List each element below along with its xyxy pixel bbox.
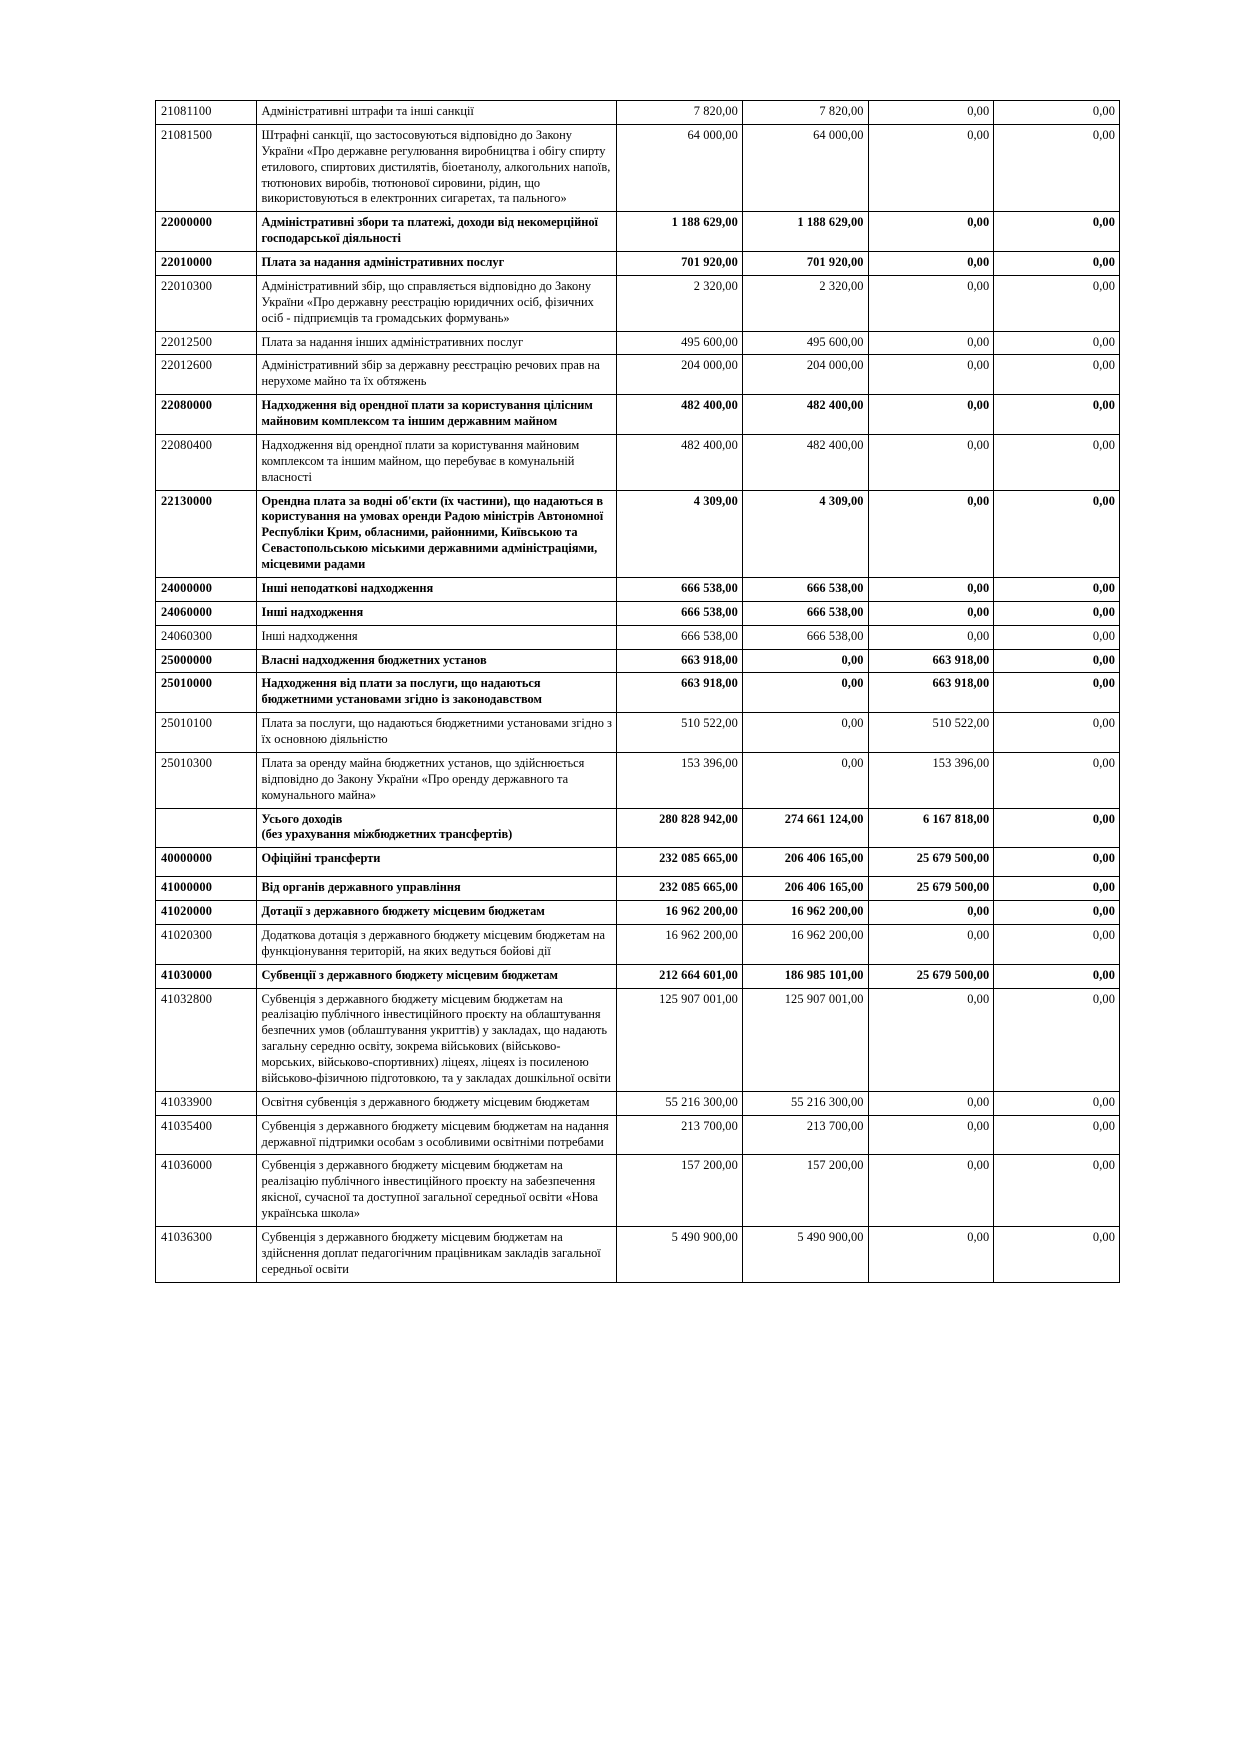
cell-total: 495 600,00 <box>617 331 743 355</box>
cell-total: 280 828 942,00 <box>617 808 743 848</box>
cell-general-fund: 5 490 900,00 <box>742 1226 868 1282</box>
cell-development-budget: 0,00 <box>994 1226 1120 1282</box>
cell-code: 24000000 <box>156 577 257 601</box>
cell-total: 4 309,00 <box>617 490 743 577</box>
cell-development-budget: 0,00 <box>994 275 1120 331</box>
cell-name <box>256 808 617 848</box>
table-row <box>156 649 1120 673</box>
cell-total: 213 700,00 <box>617 1115 743 1155</box>
cell-development-budget: 0,00 <box>994 1115 1120 1155</box>
table-row <box>156 355 1120 395</box>
cell-name: Субвенція з державного бюджету місцевим бюджетам на реалізацію публічного інвестиційного проєкту на забезпечення якісної, сучасної та доступної загальної середньої освіти «Нова українська школа» <box>256 1155 617 1227</box>
cell-name: Субвенція з державного бюджету місцевим бюджетам на здійснення доплат педагогічним працівникам закладів загальної середньої освіти <box>256 1226 617 1282</box>
cell-name: Адміністративний збір, що справляється відповідно до Закону України «Про державну реєстрацію юридичних осіб, фізичних осіб - підприємців та громадських формувань» <box>256 275 617 331</box>
cell-name: Інші неподаткові надходження <box>256 577 617 601</box>
cell-special-fund: 0,00 <box>868 101 994 125</box>
cell-development-budget: 0,00 <box>994 1155 1120 1227</box>
table-row <box>156 964 1120 988</box>
cell-development-budget: 0,00 <box>994 434 1120 490</box>
table-row <box>156 1155 1120 1227</box>
cell-general-fund: 666 538,00 <box>742 625 868 649</box>
cell-general-fund: 16 962 200,00 <box>742 901 868 925</box>
cell-development-budget: 0,00 <box>994 355 1120 395</box>
cell-special-fund: 153 396,00 <box>868 752 994 808</box>
cell-special-fund: 0,00 <box>868 1091 994 1115</box>
cell-general-fund: 16 962 200,00 <box>742 924 868 964</box>
cell-general-fund: 4 309,00 <box>742 490 868 577</box>
cell-development-budget: 0,00 <box>994 331 1120 355</box>
cell-development-budget: 0,00 <box>994 752 1120 808</box>
cell-development-budget: 0,00 <box>994 988 1120 1091</box>
cell-general-fund: 1 188 629,00 <box>742 212 868 252</box>
cell-name: Адміністративні штрафи та інші санкції <box>256 101 617 125</box>
budget-revenue-table <box>155 100 1120 1283</box>
cell-code: 24060000 <box>156 601 257 625</box>
table-row <box>156 275 1120 331</box>
cell-special-fund: 0,00 <box>868 924 994 964</box>
cell-code: 41036300 <box>156 1226 257 1282</box>
cell-code: 22080400 <box>156 434 257 490</box>
cell-code: 22010000 <box>156 252 257 276</box>
table-row <box>156 212 1120 252</box>
cell-code: 41033900 <box>156 1091 257 1115</box>
cell-development-budget: 0,00 <box>994 577 1120 601</box>
cell-total: 482 400,00 <box>617 434 743 490</box>
cell-name: Надходження від орендної плати за користування майновим комплексом та іншим майном, що перебуває в комунальній власності <box>256 434 617 490</box>
cell-development-budget: 0,00 <box>994 252 1120 276</box>
cell-total: 232 085 665,00 <box>617 848 743 877</box>
cell-special-fund: 0,00 <box>868 1226 994 1282</box>
table-row <box>156 490 1120 577</box>
cell-special-fund: 0,00 <box>868 988 994 1091</box>
cell-general-fund: 206 406 165,00 <box>742 848 868 877</box>
cell-code: 22080000 <box>156 395 257 435</box>
cell-name: Інші надходження <box>256 601 617 625</box>
cell-development-budget: 0,00 <box>994 964 1120 988</box>
cell-name: Додаткова дотація з державного бюджету місцевим бюджетам на функціонування територій, на яких ведуться бойові дії <box>256 924 617 964</box>
cell-development-budget: 0,00 <box>994 101 1120 125</box>
cell-special-fund: 663 918,00 <box>868 673 994 713</box>
cell-development-budget: 0,00 <box>994 601 1120 625</box>
cell-name-main: Усього доходів <box>261 811 343 826</box>
table-row <box>156 1226 1120 1282</box>
cell-code: 21081500 <box>156 124 257 211</box>
cell-special-fund: 0,00 <box>868 625 994 649</box>
cell-special-fund: 0,00 <box>868 1115 994 1155</box>
table-row <box>156 877 1120 901</box>
cell-name-note: (без урахування міжбюджетних трансфертів) <box>261 827 513 842</box>
cell-development-budget: 0,00 <box>994 1091 1120 1115</box>
cell-name: Надходження від орендної плати за користування цілісним майновим комплексом та іншим державним майном <box>256 395 617 435</box>
table-row <box>156 901 1120 925</box>
cell-development-budget: 0,00 <box>994 673 1120 713</box>
cell-code: 22130000 <box>156 490 257 577</box>
table-row <box>156 808 1120 848</box>
table-row <box>156 625 1120 649</box>
cell-code: 22010300 <box>156 275 257 331</box>
cell-development-budget: 0,00 <box>994 212 1120 252</box>
table-row <box>156 434 1120 490</box>
cell-total: 510 522,00 <box>617 713 743 753</box>
cell-special-fund: 0,00 <box>868 275 994 331</box>
cell-general-fund: 0,00 <box>742 673 868 713</box>
table-row <box>156 673 1120 713</box>
cell-general-fund: 125 907 001,00 <box>742 988 868 1091</box>
table-row <box>156 577 1120 601</box>
cell-development-budget: 0,00 <box>994 924 1120 964</box>
cell-code: 25010000 <box>156 673 257 713</box>
cell-name: Плата за надання інших адміністративних послуг <box>256 331 617 355</box>
cell-code: 25000000 <box>156 649 257 673</box>
cell-name: Плата за оренду майна бюджетних установ, що здійснюється відповідно до Закону України «Про оренду державного та комунального майна» <box>256 752 617 808</box>
cell-name: Орендна плата за водні об'єкти (їх частини), що надаються в користування на умовах оренди Радою міністрів Автономної Республіки Крим, обласними, районними, Київською та Севастопольською міськими державними адміністраціями, місцевими радами <box>256 490 617 577</box>
cell-development-budget: 0,00 <box>994 877 1120 901</box>
cell-special-fund: 0,00 <box>868 395 994 435</box>
cell-general-fund: 274 661 124,00 <box>742 808 868 848</box>
cell-special-fund: 0,00 <box>868 490 994 577</box>
cell-name: Адміністративний збір за державну реєстрацію речових прав на нерухоме майно та їх обтяжень <box>256 355 617 395</box>
cell-name: Від органів державного управління <box>256 877 617 901</box>
table-row <box>156 1115 1120 1155</box>
cell-total: 16 962 200,00 <box>617 924 743 964</box>
cell-code: 22012500 <box>156 331 257 355</box>
cell-special-fund: 0,00 <box>868 124 994 211</box>
cell-general-fund: 7 820,00 <box>742 101 868 125</box>
cell-code: 25010300 <box>156 752 257 808</box>
cell-total: 482 400,00 <box>617 395 743 435</box>
cell-name: Адміністративні збори та платежі, доходи від некомерційної господарської діяльності <box>256 212 617 252</box>
cell-total: 663 918,00 <box>617 673 743 713</box>
cell-general-fund: 701 920,00 <box>742 252 868 276</box>
cell-name: Інші надходження <box>256 625 617 649</box>
cell-general-fund: 666 538,00 <box>742 577 868 601</box>
cell-special-fund: 0,00 <box>868 901 994 925</box>
cell-name: Освітня субвенція з державного бюджету місцевим бюджетам <box>256 1091 617 1115</box>
table-row <box>156 988 1120 1091</box>
cell-development-budget: 0,00 <box>994 649 1120 673</box>
cell-development-budget: 0,00 <box>994 124 1120 211</box>
cell-special-fund: 0,00 <box>868 577 994 601</box>
cell-general-fund: 666 538,00 <box>742 601 868 625</box>
cell-development-budget: 0,00 <box>994 808 1120 848</box>
cell-special-fund: 25 679 500,00 <box>868 964 994 988</box>
cell-code: 24060300 <box>156 625 257 649</box>
cell-total: 64 000,00 <box>617 124 743 211</box>
table-row <box>156 601 1120 625</box>
cell-special-fund: 0,00 <box>868 252 994 276</box>
cell-development-budget: 0,00 <box>994 490 1120 577</box>
table-row <box>156 924 1120 964</box>
cell-general-fund: 0,00 <box>742 713 868 753</box>
cell-name: Дотації з державного бюджету місцевим бюджетам <box>256 901 617 925</box>
cell-general-fund: 64 000,00 <box>742 124 868 211</box>
cell-total: 666 538,00 <box>617 625 743 649</box>
cell-total: 157 200,00 <box>617 1155 743 1227</box>
cell-code: 41020000 <box>156 901 257 925</box>
table-row <box>156 331 1120 355</box>
cell-special-fund: 0,00 <box>868 212 994 252</box>
cell-total: 2 320,00 <box>617 275 743 331</box>
cell-general-fund: 186 985 101,00 <box>742 964 868 988</box>
cell-special-fund: 0,00 <box>868 434 994 490</box>
cell-name: Офіційні трансферти <box>256 848 617 877</box>
cell-code: 40000000 <box>156 848 257 877</box>
cell-development-budget: 0,00 <box>994 625 1120 649</box>
cell-general-fund: 157 200,00 <box>742 1155 868 1227</box>
cell-total: 232 085 665,00 <box>617 877 743 901</box>
cell-general-fund: 55 216 300,00 <box>742 1091 868 1115</box>
cell-total: 666 538,00 <box>617 577 743 601</box>
cell-development-budget: 0,00 <box>994 901 1120 925</box>
cell-code: 41032800 <box>156 988 257 1091</box>
cell-general-fund: 213 700,00 <box>742 1115 868 1155</box>
cell-code: 41030000 <box>156 964 257 988</box>
table-row <box>156 252 1120 276</box>
table-row <box>156 713 1120 753</box>
cell-total: 701 920,00 <box>617 252 743 276</box>
cell-name: Субвенції з державного бюджету місцевим бюджетам <box>256 964 617 988</box>
cell-code: 25010100 <box>156 713 257 753</box>
cell-code: 41036000 <box>156 1155 257 1227</box>
table-row <box>156 752 1120 808</box>
cell-development-budget: 0,00 <box>994 713 1120 753</box>
cell-general-fund: 206 406 165,00 <box>742 877 868 901</box>
cell-total: 666 538,00 <box>617 601 743 625</box>
cell-special-fund: 663 918,00 <box>868 649 994 673</box>
table-row <box>156 1091 1120 1115</box>
cell-general-fund: 2 320,00 <box>742 275 868 331</box>
cell-name: Штрафні санкції, що застосовуються відповідно до Закону України «Про державне регулювання виробництва і обігу спирту етилового, спиртових дистилятів, біоетанолу, алкогольних напоїв, тютюнових виробів, тютюнової сировини, рідин, що використовуються в електронних сигаретах, та пального» <box>256 124 617 211</box>
cell-development-budget: 0,00 <box>994 395 1120 435</box>
cell-name: Плата за надання адміністративних послуг <box>256 252 617 276</box>
cell-code: 21081100 <box>156 101 257 125</box>
cell-name: Плата за послуги, що надаються бюджетними установами згідно з їх основною діяльністю <box>256 713 617 753</box>
cell-code <box>156 808 257 848</box>
cell-special-fund: 25 679 500,00 <box>868 848 994 877</box>
cell-total: 16 962 200,00 <box>617 901 743 925</box>
cell-name: Субвенція з державного бюджету місцевим бюджетам на надання державної підтримки особам з особливими освітніми потребами <box>256 1115 617 1155</box>
cell-name: Власні надходження бюджетних установ <box>256 649 617 673</box>
cell-code: 41000000 <box>156 877 257 901</box>
cell-special-fund: 0,00 <box>868 355 994 395</box>
table-body <box>156 101 1120 1283</box>
cell-total: 7 820,00 <box>617 101 743 125</box>
cell-total: 204 000,00 <box>617 355 743 395</box>
cell-general-fund: 482 400,00 <box>742 434 868 490</box>
cell-code: 41035400 <box>156 1115 257 1155</box>
cell-code: 22000000 <box>156 212 257 252</box>
cell-special-fund: 510 522,00 <box>868 713 994 753</box>
table-row <box>156 124 1120 211</box>
cell-special-fund: 0,00 <box>868 331 994 355</box>
cell-total: 153 396,00 <box>617 752 743 808</box>
cell-general-fund: 204 000,00 <box>742 355 868 395</box>
table-row <box>156 395 1120 435</box>
cell-total: 125 907 001,00 <box>617 988 743 1091</box>
cell-special-fund: 25 679 500,00 <box>868 877 994 901</box>
cell-total: 55 216 300,00 <box>617 1091 743 1115</box>
cell-general-fund: 495 600,00 <box>742 331 868 355</box>
cell-general-fund: 0,00 <box>742 752 868 808</box>
cell-name: Надходження від плати за послуги, що надаються бюджетними установами згідно із законодавством <box>256 673 617 713</box>
cell-special-fund: 6 167 818,00 <box>868 808 994 848</box>
cell-total: 212 664 601,00 <box>617 964 743 988</box>
cell-general-fund: 0,00 <box>742 649 868 673</box>
cell-special-fund: 0,00 <box>868 601 994 625</box>
table-row <box>156 101 1120 125</box>
cell-code: 22012600 <box>156 355 257 395</box>
table-row <box>156 848 1120 877</box>
cell-code: 41020300 <box>156 924 257 964</box>
cell-total: 5 490 900,00 <box>617 1226 743 1282</box>
cell-general-fund: 482 400,00 <box>742 395 868 435</box>
cell-total: 663 918,00 <box>617 649 743 673</box>
cell-development-budget: 0,00 <box>994 848 1120 877</box>
cell-special-fund: 0,00 <box>868 1155 994 1227</box>
cell-name: Субвенція з державного бюджету місцевим бюджетам на реалізацію публічного інвестиційного проєкту на облаштування безпечних умов (облаштування укриттів) у закладах, що надають загальну середню освіту, зокрема військових (військово-морських, військово-спортивних) ліцеях, ліцеях із посиленою військово-фізичною підготовкою, та у закладах дошкільної освіти <box>256 988 617 1091</box>
cell-total: 1 188 629,00 <box>617 212 743 252</box>
